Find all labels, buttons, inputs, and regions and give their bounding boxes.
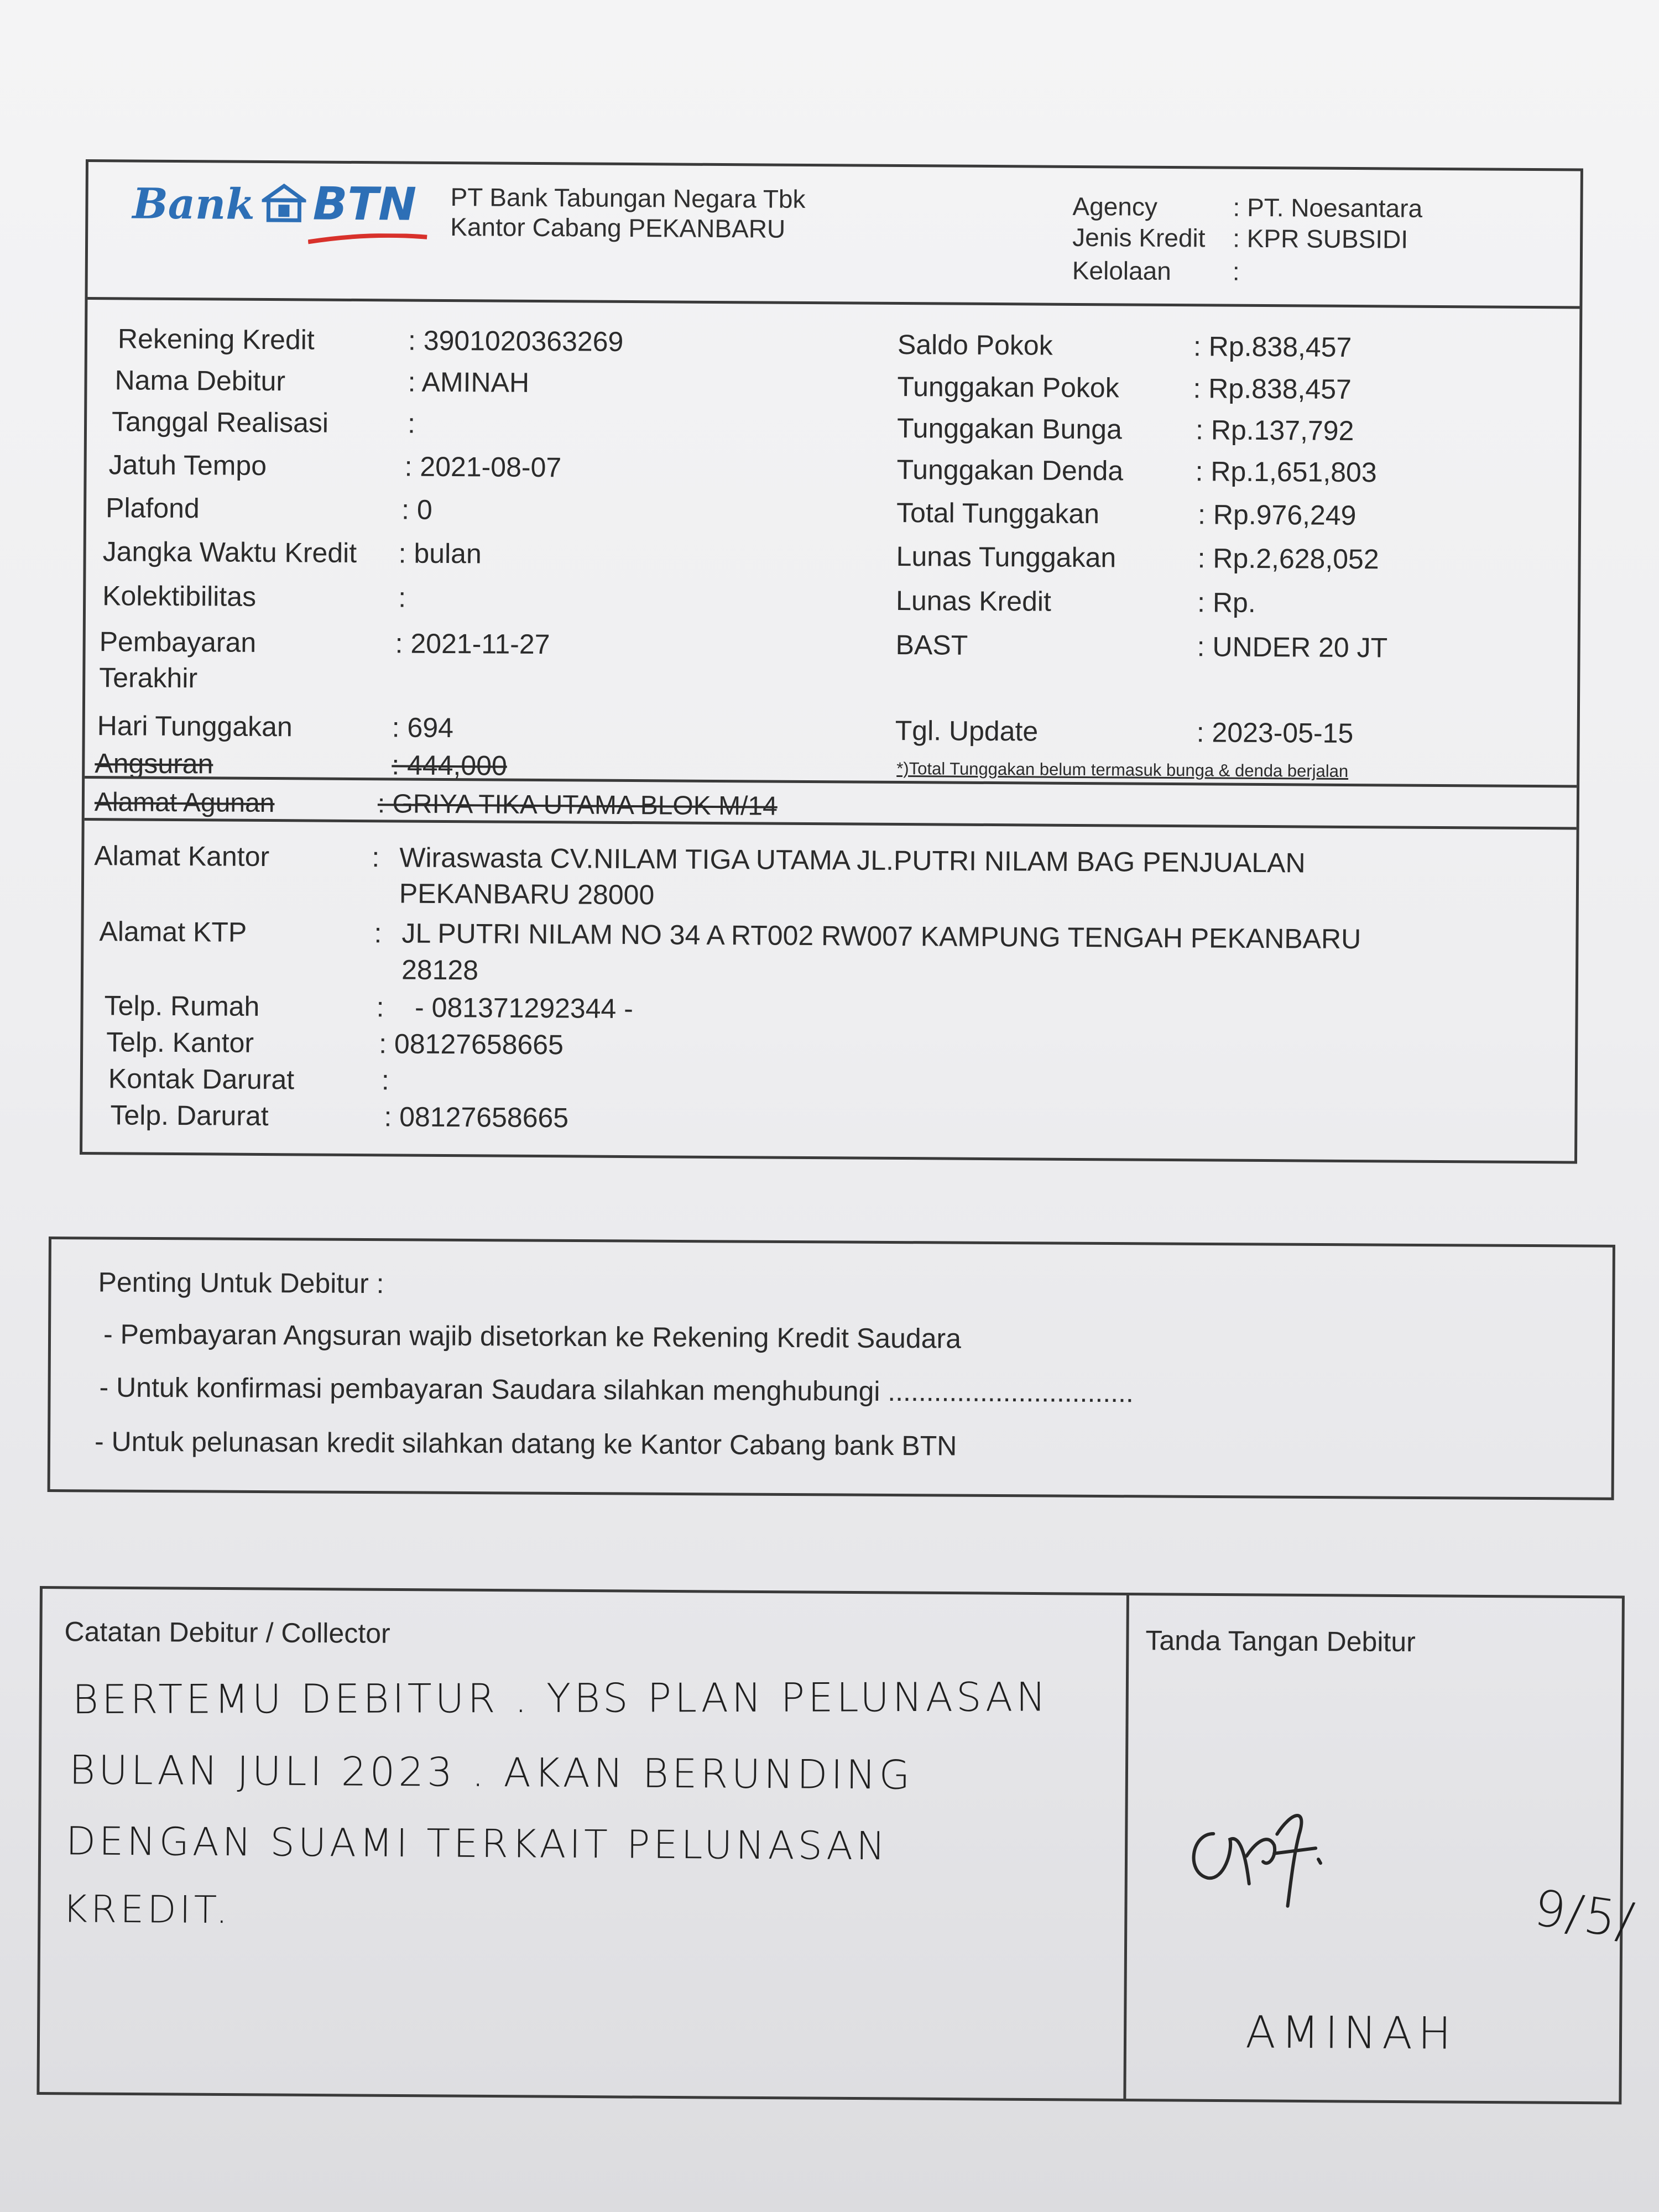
plafond-label: Plafond: [105, 492, 200, 524]
alamat-kantor-line1: Wiraswasta CV.NILAM TIGA UTAMA JL.PUTRI NILAM BAG PENJUALAN: [399, 842, 1306, 879]
alamat-ktp-line2: 28128: [401, 954, 479, 986]
notice-line-1: - Pembayaran Angsuran wajib disetorkan ke Rekening Kredit Saudara: [103, 1318, 962, 1354]
telp-rumah-label: Telp. Rumah: [104, 990, 260, 1022]
nama-label: Nama Debitur: [114, 364, 286, 397]
signature-date: 9/5/: [1530, 1879, 1639, 1951]
kelolaan-value: :: [1232, 257, 1240, 286]
bast-value: : UNDER 20 JT: [1197, 631, 1388, 664]
notice-line-2: - Untuk konfirmasi pembayaran Saudara silahkan menghubungi ................................: [99, 1371, 1134, 1408]
tunggakan-pokok-value: : Rp.838,457: [1193, 373, 1352, 405]
rekening-value: : 3901020363269: [408, 325, 624, 357]
handwritten-note-line-2: BULAN JULI 2023 . AKAN BERUNDING: [69, 1746, 914, 1798]
saldo-pokok-label: Saldo Pokok: [897, 328, 1053, 361]
angsuran-value: : 444,000: [392, 749, 508, 781]
notice-title: Penting Untuk Debitur :: [98, 1266, 384, 1300]
account-card: [80, 159, 1583, 1164]
agunan-label: Alamat Agunan: [94, 787, 275, 818]
telp-kantor-value: : 08127658665: [379, 1028, 564, 1061]
alamat-kantor-label: Alamat Kantor: [94, 840, 270, 873]
divider-1: [85, 776, 1577, 787]
logo-btn-text: BTN: [312, 178, 417, 231]
alamat-ktp-line1: JL PUTRI NILAM NO 34 A RT002 RW007 KAMPUNG TENGAH PEKANBARU: [401, 917, 1361, 955]
tanggal-realisasi-value: :: [407, 408, 416, 439]
notes-column-divider: [1123, 1595, 1129, 2099]
jangka-waktu-label: Jangka Waktu Kredit: [102, 536, 357, 569]
notice-box: [48, 1237, 1615, 1500]
saldo-pokok-value: : Rp.838,457: [1193, 331, 1352, 363]
jangka-waktu-value: : bulan: [398, 538, 482, 570]
bank-building-icon: [262, 184, 306, 225]
signature-name: AMINAH: [1245, 2006, 1457, 2059]
lunas-tunggakan-value: : Rp.2,628,052: [1197, 542, 1379, 575]
hari-tunggakan-label: Hari Tunggakan: [97, 710, 293, 743]
bast-label: BAST: [895, 629, 968, 661]
tanggal-realisasi-label: Tanggal Realisasi: [111, 406, 329, 439]
pembayaran-label-line2: Terakhir: [99, 662, 198, 694]
lunas-kredit-value: : Rp.: [1197, 587, 1256, 618]
alamat-ktp-label: Alamat KTP: [99, 916, 247, 948]
lunas-kredit-label: Lunas Kredit: [895, 585, 1052, 617]
tgl-update-value: : 2023-05-15: [1196, 717, 1354, 749]
logo-bank-text: Bank: [132, 179, 255, 229]
rekening-label: Rekening Kredit: [117, 323, 315, 356]
header-divider: [87, 297, 1579, 309]
kontak-darurat-label: Kontak Darurat: [108, 1063, 295, 1095]
logo-swoosh: [308, 233, 430, 244]
alamat-kantor-line2: PEKANBARU 28000: [399, 878, 655, 911]
alamat-ktp-colon: :: [374, 917, 382, 949]
handwritten-note-line-4: KREDIT.: [62, 1887, 231, 1933]
tunggakan-denda-label: Tunggakan Denda: [896, 453, 1124, 487]
telp-kantor-label: Telp. Kantor: [106, 1026, 254, 1058]
alamat-kantor-colon: :: [372, 842, 380, 873]
telp-rumah-value: : - 081371292344 -: [376, 992, 634, 1025]
angsuran-label: Angsuran: [95, 748, 213, 780]
plafond-value: : 0: [401, 494, 432, 525]
signature-title: Tanda Tangan Debitur: [1145, 1625, 1416, 1658]
notes-title: Catatan Debitur / Collector: [64, 1616, 390, 1649]
total-tunggakan-label: Total Tunggakan: [896, 497, 1100, 530]
nama-value: : AMINAH: [408, 366, 530, 398]
branch-name: Kantor Cabang PEKANBARU: [450, 212, 786, 243]
pembayaran-label: Pembayaran: [99, 626, 257, 658]
bank-logo: [132, 177, 416, 239]
kelolaan-label: Kelolaan: [1072, 255, 1172, 285]
divider-2: [85, 818, 1577, 830]
total-tunggakan-value: : Rp.976,249: [1197, 499, 1357, 531]
company-name: PT Bank Tabungan Negara Tbk: [450, 182, 806, 213]
telp-darurat-value: : 08127658665: [384, 1101, 569, 1134]
jenis-kredit-value: : KPR SUBSIDI: [1233, 223, 1408, 254]
signature-scribble: [1180, 1801, 1324, 1912]
tunggakan-denda-value: : Rp.1,651,803: [1195, 456, 1377, 488]
kontak-darurat-value: :: [381, 1065, 389, 1096]
tgl-update-label: Tgl. Update: [895, 714, 1039, 747]
telp-darurat-label: Telp. Darurat: [110, 1099, 269, 1132]
kolektibilitas-value: :: [398, 582, 406, 613]
agency-value: : PT. Noesantara: [1233, 192, 1423, 223]
jatuh-tempo-label: Jatuh Tempo: [108, 449, 267, 482]
notice-line-3: - Untuk pelunasan kredit silahkan datang ke Kantor Cabang bank BTN: [94, 1426, 957, 1462]
kolektibilitas-label: Kolektibilitas: [102, 580, 257, 612]
tunggakan-pokok-label: Tunggakan Pokok: [897, 371, 1119, 404]
handwritten-note-line-1: BERTEMU DEBITUR . YBS PLAN PELUNASAN: [72, 1673, 1050, 1723]
jatuh-tempo-value: : 2021-08-07: [404, 451, 562, 483]
hari-tunggakan-value: : 694: [392, 712, 454, 744]
footnote: *)Total Tunggakan belum termasuk bunga & denda berjalan: [896, 758, 1349, 781]
agunan-value: : GRIYA TIKA UTAMA BLOK M/14: [377, 789, 778, 821]
tunggakan-bunga-value: : Rp.137,792: [1195, 414, 1354, 447]
pembayaran-value: : 2021-11-27: [395, 628, 550, 660]
jenis-kredit-label: Jenis Kredit: [1072, 222, 1206, 253]
tunggakan-bunga-label: Tunggakan Bunga: [896, 412, 1123, 445]
notes-box: [36, 1586, 1639, 2104]
lunas-tunggakan-label: Lunas Tunggakan: [896, 540, 1117, 573]
handwritten-note-line-3: DENGAN SUAMI TERKAIT PELUNASAN: [65, 1818, 889, 1869]
agency-label: Agency: [1072, 191, 1158, 221]
